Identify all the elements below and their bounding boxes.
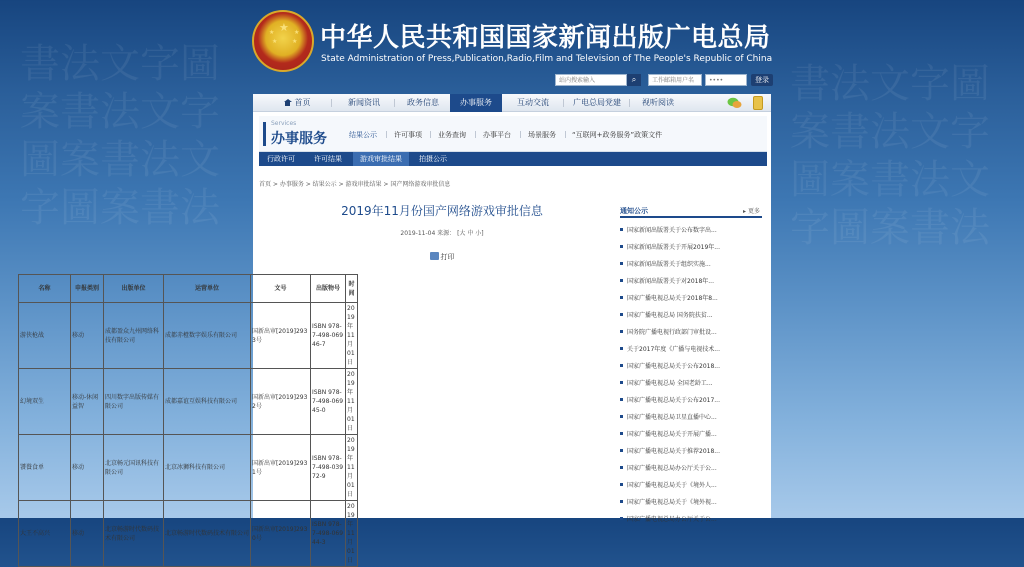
bullet-icon [620, 466, 623, 469]
column-header: 申报类别 [71, 275, 104, 303]
bullet-icon [620, 381, 623, 384]
bullet-icon [620, 449, 623, 452]
subnav-item-policy-docs[interactable]: “互联网+政务服务”政策文件 [572, 131, 663, 139]
notice-title: 国家广播电视总局关于开展广播... [627, 431, 717, 438]
table-cell: 国新出审[2019]2931号 [251, 435, 311, 501]
subnav-item-results[interactable]: 结果公示 [349, 131, 377, 139]
more-link[interactable] [743, 206, 760, 215]
notice-title: 国家广播电视总局办公厅关于公... [627, 516, 717, 523]
notice-list-item[interactable] [620, 258, 762, 272]
nav-item-party-building[interactable]: 广电总局党建 [573, 98, 621, 107]
table-body [19, 303, 358, 567]
mobile-icon[interactable] [753, 96, 763, 110]
bullet-icon [620, 262, 623, 265]
column-header: 时间 [346, 275, 358, 303]
table-cell: ISBN 978-7-498-06944-3 [311, 501, 346, 567]
subnav-item-scenarios[interactable]: 场景服务 [528, 131, 556, 139]
tab-administrative-licensing[interactable]: 行政许可 [267, 155, 295, 163]
subnav-item-platform[interactable]: 办事平台 [483, 131, 511, 139]
nav-divider [331, 99, 332, 107]
notice-title: 国家广播电视总局关于2018年8... [627, 295, 718, 302]
notice-title: 国家广播电视总局 全国老龄工... [627, 380, 713, 387]
column-header: 名称 [19, 275, 71, 303]
table-cell: 移动-休闲益智 [71, 369, 104, 435]
notice-title: 国家广播电视总局关于《境外人... [627, 482, 717, 489]
column-header: 运营单位 [164, 275, 251, 303]
notice-list-item[interactable] [620, 394, 762, 408]
notice-list-item[interactable] [620, 360, 762, 374]
bullet-icon [620, 517, 623, 520]
table-cell: 移动 [71, 303, 104, 369]
tab-game-approval-results[interactable]: 游戏审批结果 [353, 152, 409, 166]
bullet-icon [620, 296, 623, 299]
notice-title: 国家新闻出版署关于组织实施... [627, 261, 711, 268]
nav-item-news[interactable]: 新闻资讯 [348, 98, 380, 107]
header-tools [555, 74, 775, 88]
table-cell: 成都赤橙数字娱乐有限公司 [164, 303, 251, 369]
background-calligraphy: 書法文字圖案書法文字圖案書法文字圖案書法 [790, 61, 990, 251]
main-nav [253, 94, 771, 112]
table-cell: 成都嘉谊互娱科技有限公司 [164, 369, 251, 435]
service-tabs [259, 152, 767, 166]
bullet-icon [620, 330, 623, 333]
more-arrow-icon: ▸ [743, 208, 747, 215]
notice-title: 国家新闻出版署关于对2018年... [627, 278, 714, 285]
table-cell: 2019年11月01日 [346, 435, 358, 501]
notice-title: 国家广播电视总局关于公布2017... [627, 397, 720, 404]
notice-list-item[interactable] [620, 445, 762, 459]
bullet-icon [620, 500, 623, 503]
table-row [19, 369, 358, 435]
notice-list-item[interactable] [620, 462, 762, 476]
notice-list-item[interactable] [620, 343, 762, 357]
table-header-row [19, 275, 358, 303]
subnav-divider [430, 131, 431, 138]
table-cell: 大王不高兴 [19, 501, 71, 567]
notice-list-item[interactable] [620, 275, 762, 289]
tab-license-results[interactable]: 许可结果 [314, 155, 342, 163]
notice-title: 国家新闻出版署关于开展2019年... [627, 244, 720, 251]
table-cell: 国新出审[2019]2933号 [251, 303, 311, 369]
nav-item-home[interactable] [271, 94, 323, 112]
subnav-item-query[interactable]: 业务查询 [438, 131, 466, 139]
table-cell: 2019年11月01日 [346, 369, 358, 435]
nav-divider [394, 99, 395, 107]
notice-list-item[interactable] [620, 513, 762, 527]
nav-item-label: 首页 [294, 98, 311, 107]
bullet-icon [620, 245, 623, 248]
table-cell: 2019年11月01日 [346, 303, 358, 369]
login-button[interactable]: 登录 [751, 74, 773, 86]
notice-list-item[interactable] [620, 411, 762, 425]
notice-list-item[interactable] [620, 496, 762, 510]
home-icon [284, 99, 292, 106]
table-cell: 成都盈众九州网络科技有限公司 [104, 303, 164, 369]
bullet-icon [620, 415, 623, 418]
table-row [19, 501, 358, 567]
breadcrumb[interactable]: 首页 > 办事服务 > 结果公示 > 游戏审批结果 > 国产网络游戏审批信息 [259, 181, 451, 188]
column-header: 出版单位 [104, 275, 164, 303]
nav-divider [629, 99, 630, 107]
search-input[interactable]: 站内搜索输入 [555, 74, 627, 86]
notice-title: 国务院广播电视行政部门审批设... [627, 329, 717, 336]
more-label: 更多 [747, 208, 760, 215]
table-cell: 游侠枪战 [19, 303, 71, 369]
notice-list-item[interactable] [620, 428, 762, 442]
article-title: 2019年11月份国产网络游戏审批信息 [341, 204, 543, 218]
notice-list-item[interactable] [620, 292, 762, 306]
notice-title: 国家广播电视总局关于推荐2018... [627, 448, 720, 455]
bullet-icon [620, 398, 623, 401]
subnav-divider [386, 131, 387, 138]
nav-item-services[interactable]: 办事服务 [450, 94, 502, 112]
table-cell: 北京畅游时代数码技术有限公司 [104, 501, 164, 567]
notice-title: 国家新闻出版署关于公布数字出... [627, 227, 717, 234]
sidebar-title: 通知公示 [620, 207, 648, 215]
bullet-icon [620, 313, 623, 316]
section-marker [263, 122, 266, 146]
article-meta: 2019-11-04 来源： [大 中 小] [400, 230, 484, 237]
notice-list-item[interactable] [620, 224, 762, 238]
table-cell: 国新出审[2019]2930号 [251, 501, 311, 567]
bullet-icon [620, 279, 623, 282]
national-emblem-icon: ★ ★ ★ ★ ★ [252, 10, 314, 72]
sidebar-header [620, 202, 762, 218]
column-header: 出版物号 [311, 275, 346, 303]
notice-list-item[interactable] [620, 309, 762, 323]
site-title: 中华人民共和国国家新闻出版广电总局 [320, 23, 771, 53]
notice-list-item[interactable] [620, 377, 762, 391]
column-header: 文号 [251, 275, 311, 303]
section-title: 办事服务 [271, 131, 327, 147]
table-cell: 国新出审[2019]2932号 [251, 369, 311, 435]
wechat-icon[interactable] [727, 97, 742, 109]
notice-title: 国家广播电视总局关于公布2018... [627, 363, 720, 370]
search-icon[interactable]: ⌕ [627, 74, 641, 86]
table-cell: 移动 [71, 435, 104, 501]
nav-divider [563, 99, 564, 107]
site-header [0, 0, 1024, 94]
tab-filming-notices[interactable]: 拍摄公示 [419, 155, 447, 163]
subnav-item-licensing[interactable]: 许可事项 [394, 131, 422, 139]
notice-title: 国家广播电视总局办公厅关于公... [627, 465, 717, 472]
section-header [259, 116, 767, 152]
site-subtitle: State Administration of Press,Publication,Radio,Film and Television of The People's Republic of China [321, 54, 773, 64]
table-cell: ISBN 978-7-498-06945-0 [311, 369, 346, 435]
table-cell: 北京畅游时代数码技术有限公司 [164, 501, 251, 567]
notice-title: 关于2017年度《广播与电视技术... [627, 346, 720, 353]
notice-title: 国家广播电视总局 国务院扶贫... [627, 312, 713, 319]
notice-title: 国家广播电视总局关于《境外视... [627, 499, 717, 506]
table-cell: 2019年11月01日 [346, 501, 358, 567]
subnav-divider [565, 131, 566, 138]
print-button[interactable] [267, 252, 617, 262]
game-approval-table [18, 274, 358, 567]
nav-item-government-info[interactable]: 政务信息 [407, 98, 439, 107]
print-label: 打印 [440, 253, 455, 261]
notice-title: 国家广播电视总局卫星直播中心... [627, 414, 717, 421]
bullet-icon [620, 364, 623, 367]
nav-item-audiovisual[interactable]: 视听阅读 [642, 98, 674, 107]
table-cell: 北京冰狮科技有限公司 [164, 435, 251, 501]
table-cell: 饕餮食单 [19, 435, 71, 501]
table-cell: ISBN 978-7-498-06946-7 [311, 303, 346, 369]
nav-item-interaction[interactable]: 互动交流 [517, 98, 549, 107]
background-calligraphy: 書法文字圖案書法文字圖案書法文字圖案書法 [20, 41, 220, 231]
table-row [19, 435, 358, 501]
mail-username-input[interactable]: 工作邮箱用户名 [648, 74, 702, 86]
subnav-divider [475, 131, 476, 138]
table-cell: 移动 [71, 501, 104, 567]
notice-list-item[interactable] [620, 479, 762, 493]
bullet-icon [620, 347, 623, 350]
table-cell: ISBN 978-7-498-03972-9 [311, 435, 346, 501]
password-input[interactable]: •••• [705, 74, 747, 86]
notice-list-item[interactable] [620, 241, 762, 255]
notice-list-item[interactable] [620, 326, 762, 340]
bullet-icon [620, 432, 623, 435]
table-row [19, 303, 358, 369]
bullet-icon [620, 228, 623, 231]
table-cell: 幻境双生 [19, 369, 71, 435]
section-title-en: Services [271, 120, 297, 127]
table-cell: 北京畅元国讯科技有限公司 [104, 435, 164, 501]
printer-icon [430, 252, 439, 260]
table-cell: 四川数字出版传媒有限公司 [104, 369, 164, 435]
subnav-divider [520, 131, 521, 138]
bullet-icon [620, 483, 623, 486]
